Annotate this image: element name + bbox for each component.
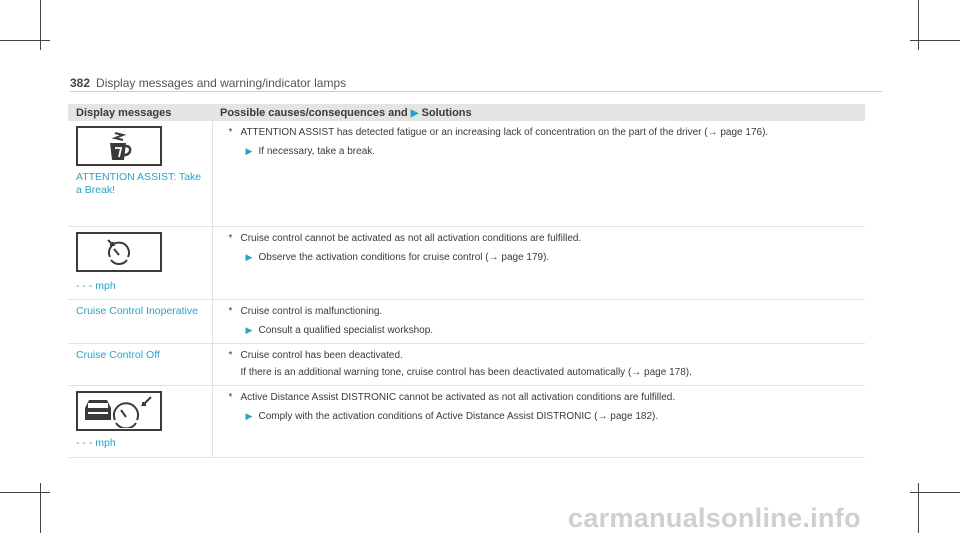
col2-header bbox=[212, 104, 865, 121]
bullet-star: * bbox=[228, 127, 233, 138]
solution-step bbox=[221, 251, 858, 264]
message-cell bbox=[68, 299, 212, 343]
cause-text: Active Distance Assist DISTRONIC cannot be activated as not all activation conditions are fulfilled. bbox=[240, 391, 676, 403]
bullet-star: * bbox=[228, 349, 233, 361]
cause-line bbox=[221, 305, 858, 318]
solution-arrow-icon: ▶ bbox=[410, 107, 419, 119]
bullet-star: * bbox=[228, 391, 233, 403]
table-row bbox=[68, 226, 865, 299]
cause-line bbox=[221, 349, 858, 362]
message-cell bbox=[68, 226, 212, 299]
solution-arrow-icon: ▶ bbox=[245, 410, 253, 421]
page-number: 382 bbox=[70, 76, 91, 90]
table-row bbox=[68, 121, 865, 226]
coffee-cup-icon bbox=[76, 126, 162, 166]
cause-text: Cruise control cannot be activated as not all activation conditions are fulfilled. bbox=[240, 232, 582, 244]
page-header bbox=[70, 74, 880, 96]
cause-line bbox=[221, 391, 858, 404]
message-text: Cruise Control Off bbox=[76, 348, 160, 361]
extra-text: If there is an additional warning tone, cruise control has been deactivated automatically (→ page 178). bbox=[240, 366, 692, 378]
header-rule bbox=[70, 91, 882, 92]
table-row bbox=[68, 385, 865, 457]
solution-text: Observe the activation conditions for cruise control (→ page 179). bbox=[258, 251, 550, 263]
crop-mark bbox=[918, 483, 919, 533]
cause-cell bbox=[212, 385, 865, 457]
message-cell bbox=[68, 385, 212, 457]
cause-line bbox=[221, 232, 858, 245]
crop-mark bbox=[40, 483, 41, 533]
table-row bbox=[68, 299, 865, 343]
table-row bbox=[68, 343, 865, 385]
page-title: Display messages and warning/indicator lamps bbox=[96, 76, 347, 90]
crop-mark bbox=[40, 0, 41, 50]
solution-step bbox=[221, 410, 858, 423]
crop-mark bbox=[918, 0, 919, 50]
solution-text: Comply with the activation conditions of Active Distance Assist DISTRONIC (→ page 182). bbox=[258, 410, 659, 422]
message-text: ATTENTION ASSIST: Take a Break! bbox=[76, 171, 202, 196]
watermark: carmanualsonline.info bbox=[568, 503, 861, 533]
col1-header: Display messages bbox=[68, 104, 212, 121]
cause-cell bbox=[212, 121, 865, 226]
messages-table bbox=[68, 104, 865, 458]
message-text: Cruise Control Inoperative bbox=[76, 304, 198, 317]
bullet-star: * bbox=[228, 305, 233, 317]
cause-text: Cruise control is malfunctioning. bbox=[240, 305, 383, 317]
cause-text: Cruise control has been deactivated. bbox=[240, 349, 403, 361]
message-text: - - - mph bbox=[76, 436, 116, 449]
col2-header-suffix: Solutions bbox=[421, 106, 472, 119]
message-cell bbox=[68, 121, 212, 226]
cause-line bbox=[221, 126, 858, 139]
col2-header-text: Possible causes/consequences and bbox=[220, 106, 408, 119]
solution-arrow-icon: ▶ bbox=[245, 251, 253, 262]
solution-text: If necessary, take a break. bbox=[258, 146, 376, 157]
solution-step bbox=[221, 324, 858, 337]
cause-cell bbox=[212, 299, 865, 343]
message-text: - - - mph bbox=[76, 279, 116, 292]
table-header-row bbox=[68, 104, 865, 121]
cause-cell bbox=[212, 226, 865, 299]
message-cell bbox=[68, 343, 212, 385]
bullet-star: * bbox=[228, 232, 233, 244]
cruise-control-icon bbox=[76, 232, 162, 272]
solution-text: Consult a qualified specialist workshop. bbox=[258, 324, 434, 336]
cause-text: ATTENTION ASSIST has detected fatigue or an increasing lack of concentration on the part of the driver (→ page 176). bbox=[240, 127, 769, 138]
solution-step bbox=[221, 145, 858, 158]
crop-mark bbox=[0, 492, 50, 493]
distronic-icon bbox=[76, 391, 162, 431]
cause-cell bbox=[212, 343, 865, 385]
solution-arrow-icon: ▶ bbox=[245, 324, 253, 335]
solution-arrow-icon: ▶ bbox=[245, 146, 253, 156]
crop-mark bbox=[0, 40, 50, 41]
